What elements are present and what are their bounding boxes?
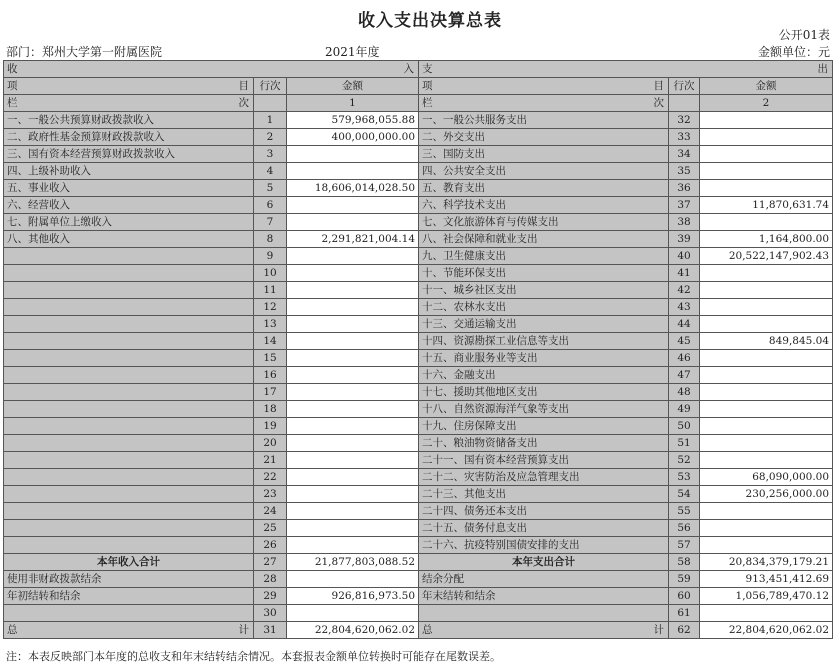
expense-amount	[700, 316, 833, 333]
begin-balance-no: 29	[254, 588, 287, 605]
expense-amount	[700, 435, 833, 452]
table-row	[4, 316, 833, 333]
expense-row-no: 32	[669, 112, 700, 129]
income-amount	[287, 350, 419, 367]
end-balance-no: 60	[669, 588, 700, 605]
expense-item-label: 十八、自然资源海洋气象等支出	[419, 401, 669, 418]
income-amount	[287, 418, 419, 435]
expense-amount	[700, 282, 833, 299]
table-row	[4, 163, 833, 180]
blank-expense-label	[419, 605, 669, 622]
income-item-label	[4, 503, 254, 520]
income-item-label	[4, 537, 254, 554]
income-row-no: 11	[254, 282, 287, 299]
expense-item-label: 二十二、灾害防治及应急管理支出	[419, 469, 669, 486]
expense-row-no: 40	[669, 248, 700, 265]
expense-item-label: 十四、资源勘探工业信息等支出	[419, 333, 669, 350]
expense-amount	[700, 401, 833, 418]
table-row	[4, 214, 833, 231]
income-col-label: 栏 次	[4, 95, 254, 112]
expense-row-no: 53	[669, 469, 700, 486]
income-item-label	[4, 452, 254, 469]
expense-row-no: 55	[669, 503, 700, 520]
table-row	[4, 197, 833, 214]
income-row-no: 20	[254, 435, 287, 452]
expense-amount	[700, 146, 833, 163]
income-amount	[287, 452, 419, 469]
income-row-no: 12	[254, 299, 287, 316]
table-row	[4, 520, 833, 537]
expense-row-no: 35	[669, 163, 700, 180]
nonfiscal-balance-no: 28	[254, 571, 287, 588]
income-row-no: 22	[254, 469, 287, 486]
expense-item-label: 三、国防支出	[419, 146, 669, 163]
table-row	[4, 537, 833, 554]
header-row-section	[4, 61, 833, 78]
table-row	[4, 401, 833, 418]
nonfiscal-balance-amount	[287, 571, 419, 588]
income-item-label	[4, 282, 254, 299]
expense-year-total-amount: 20,834,379,179.21	[700, 554, 833, 571]
expense-col-number: 2	[700, 95, 833, 112]
expense-amount	[700, 452, 833, 469]
income-amount	[287, 384, 419, 401]
table-row	[4, 367, 833, 384]
income-item-label	[4, 520, 254, 537]
income-row-no: 18	[254, 401, 287, 418]
grand-expense-amount: 22,804,620,062.02	[700, 622, 833, 639]
income-row-no: 25	[254, 520, 287, 537]
expense-row-no: 45	[669, 333, 700, 350]
expense-amount	[700, 112, 833, 129]
expense-amount	[700, 367, 833, 384]
income-amount	[287, 401, 419, 418]
distribution-amount: 913,451,412.69	[700, 571, 833, 588]
form-number: 公开01表	[778, 28, 830, 42]
expense-item-label: 一、一般公共服务支出	[419, 112, 669, 129]
expense-item-label: 十九、住房保障支出	[419, 418, 669, 435]
income-rowno-header: 行次	[254, 78, 287, 95]
expense-item-label: 十六、金融支出	[419, 367, 669, 384]
table-row	[4, 248, 833, 265]
balance-row-1	[4, 571, 833, 588]
end-balance-amount: 1,056,789,470.12	[700, 588, 833, 605]
expense-amount	[700, 418, 833, 435]
report-title: 收入支出决算总表	[358, 11, 502, 31]
expense-row-no: 46	[669, 350, 700, 367]
income-item-label: 四、上级补助收入	[4, 163, 254, 180]
income-rowno-blank	[254, 95, 287, 112]
expense-row-no: 36	[669, 180, 700, 197]
table-row	[4, 418, 833, 435]
income-item-label: 七、附属单位上缴收入	[4, 214, 254, 231]
income-row-no: 17	[254, 384, 287, 401]
income-item-label	[4, 248, 254, 265]
expense-item-label: 七、文化旅游体育与传媒支出	[419, 214, 669, 231]
income-amount	[287, 503, 419, 520]
expense-amount	[700, 265, 833, 282]
expense-amount	[700, 537, 833, 554]
blank-income-amount	[287, 605, 419, 622]
expense-amount: 849,845.04	[700, 333, 833, 350]
expense-item-label: 十一、城乡社区支出	[419, 282, 669, 299]
income-year-total-amount: 21,877,803,088.52	[287, 554, 419, 571]
income-amount	[287, 486, 419, 503]
grand-total-row	[4, 622, 833, 639]
income-row-no: 1	[254, 112, 287, 129]
income-item-label	[4, 486, 254, 503]
table-row	[4, 129, 833, 146]
expense-amount	[700, 163, 833, 180]
expense-row-no: 48	[669, 384, 700, 401]
table-row	[4, 350, 833, 367]
table-row	[4, 282, 833, 299]
balance-row-2	[4, 588, 833, 605]
income-item-label	[4, 316, 254, 333]
expense-row-no: 50	[669, 418, 700, 435]
income-item-label	[4, 265, 254, 282]
income-section-header: 收 入	[4, 61, 419, 78]
table-row	[4, 146, 833, 163]
expense-amount	[700, 503, 833, 520]
table-row	[4, 299, 833, 316]
expense-item-label: 六、科学技术支出	[419, 197, 669, 214]
table-row	[4, 231, 833, 248]
table-row	[4, 503, 833, 520]
income-item-label: 三、国有资本经营预算财政拨款收入	[4, 146, 254, 163]
income-item-label: 二、政府性基金预算财政拨款收入	[4, 129, 254, 146]
expense-row-no: 43	[669, 299, 700, 316]
income-item-header: 项 目	[4, 78, 254, 95]
expense-row-no: 34	[669, 146, 700, 163]
income-amount	[287, 435, 419, 452]
expense-row-no: 33	[669, 129, 700, 146]
expense-item-label: 四、公共安全支出	[419, 163, 669, 180]
footnote: 注：本表反映部门本年度的总收支和年末结转结余情况。本套报表金额单位转换时可能存在尾数误差。	[6, 650, 501, 663]
income-row-no: 6	[254, 197, 287, 214]
grand-expense-no: 62	[669, 622, 700, 639]
expense-item-label: 二十、粮油物资储备支出	[419, 435, 669, 452]
income-row-no: 4	[254, 163, 287, 180]
income-col-number: 1	[287, 95, 419, 112]
income-item-label: 五、事业收入	[4, 180, 254, 197]
income-item-label	[4, 401, 254, 418]
income-row-no: 5	[254, 180, 287, 197]
blank-expense-no: 61	[669, 605, 700, 622]
expense-amount	[700, 214, 833, 231]
income-amount	[287, 367, 419, 384]
nonfiscal-balance-label: 使用非财政拨款结余	[4, 571, 254, 588]
table-row	[4, 469, 833, 486]
income-amount	[287, 214, 419, 231]
expense-amount: 1,164,800.00	[700, 231, 833, 248]
expense-item-label: 二十一、国有资本经营预算支出	[419, 452, 669, 469]
income-amount	[287, 520, 419, 537]
expense-item-label: 五、教育支出	[419, 180, 669, 197]
table-row	[4, 180, 833, 197]
expense-row-no: 37	[669, 197, 700, 214]
income-row-no: 3	[254, 146, 287, 163]
income-amount	[287, 469, 419, 486]
income-amount	[287, 333, 419, 350]
expense-item-label: 八、社会保障和就业支出	[419, 231, 669, 248]
grand-expense-label: 总 计	[419, 622, 669, 639]
income-amount: 579,968,055.88	[287, 112, 419, 129]
income-amount	[287, 248, 419, 265]
table-row	[4, 265, 833, 282]
income-row-no: 21	[254, 452, 287, 469]
income-amount: 400,000,000.00	[287, 129, 419, 146]
department-label: 部门：郑州大学第一附属医院	[6, 45, 163, 59]
expense-item-label: 二、外交支出	[419, 129, 669, 146]
income-item-label: 六、经营收入	[4, 197, 254, 214]
expense-row-no: 47	[669, 367, 700, 384]
year-total-row	[4, 554, 833, 571]
expense-amount: 11,870,631.74	[700, 197, 833, 214]
income-row-no: 8	[254, 231, 287, 248]
expense-item-label: 二十三、其他支出	[419, 486, 669, 503]
income-item-label	[4, 299, 254, 316]
expense-item-label: 二十四、债务还本支出	[419, 503, 669, 520]
header-row-columns	[4, 78, 833, 95]
income-row-no: 9	[254, 248, 287, 265]
expense-amount: 68,090,000.00	[700, 469, 833, 486]
expense-item-label: 十五、商业服务业等支出	[419, 350, 669, 367]
expense-row-no: 56	[669, 520, 700, 537]
expense-section-header: 支 出	[419, 61, 833, 78]
income-row-no: 15	[254, 350, 287, 367]
expense-amount	[700, 520, 833, 537]
expense-item-label: 十、节能环保支出	[419, 265, 669, 282]
grand-income-no: 31	[254, 622, 287, 639]
income-row-no: 26	[254, 537, 287, 554]
income-amount	[287, 163, 419, 180]
income-year-total-no: 27	[254, 554, 287, 571]
expense-rowno-blank	[669, 95, 700, 112]
table-row	[4, 112, 833, 129]
blank-income-no: 30	[254, 605, 287, 622]
expense-item-label: 二十六、抗疫特别国债安排的支出	[419, 537, 669, 554]
table-row	[4, 435, 833, 452]
income-item-label	[4, 367, 254, 384]
expense-year-total-no: 58	[669, 554, 700, 571]
expense-row-no: 54	[669, 486, 700, 503]
expense-row-no: 52	[669, 452, 700, 469]
expense-year-total-label: 本年支出合计	[419, 554, 669, 571]
expense-amount	[700, 129, 833, 146]
expense-row-no: 41	[669, 265, 700, 282]
income-item-label	[4, 469, 254, 486]
income-row-no: 10	[254, 265, 287, 282]
table-row	[4, 384, 833, 401]
income-item-label	[4, 333, 254, 350]
income-amount	[287, 316, 419, 333]
expense-row-no: 42	[669, 282, 700, 299]
expense-row-no: 49	[669, 401, 700, 418]
income-item-label	[4, 418, 254, 435]
expense-amount	[700, 384, 833, 401]
blank-expense-amount	[700, 605, 833, 622]
begin-balance-label: 年初结转和结余	[4, 588, 254, 605]
income-row-no: 24	[254, 503, 287, 520]
income-row-no: 13	[254, 316, 287, 333]
income-row-no: 14	[254, 333, 287, 350]
expense-item-label: 二十五、债务付息支出	[419, 520, 669, 537]
expense-item-label: 十三、交通运输支出	[419, 316, 669, 333]
income-item-label: 一、一般公共预算财政拨款收入	[4, 112, 254, 129]
income-amount	[287, 299, 419, 316]
blank-income-label	[4, 605, 254, 622]
amount-unit: 金额单位：元	[757, 45, 830, 59]
income-year-total-label: 本年收入合计	[4, 554, 254, 571]
expense-item-label: 十七、援助其他地区支出	[419, 384, 669, 401]
income-amount	[287, 282, 419, 299]
income-row-no: 2	[254, 129, 287, 146]
income-amount: 18,606,014,028.50	[287, 180, 419, 197]
income-amount	[287, 146, 419, 163]
expense-amount-header: 金额	[700, 78, 833, 95]
income-row-no: 7	[254, 214, 287, 231]
table-row	[4, 486, 833, 503]
expense-col-label: 栏 次	[419, 95, 669, 112]
grand-income-amount: 22,804,620,062.02	[287, 622, 419, 639]
income-item-label: 八、其他收入	[4, 231, 254, 248]
blank-row	[4, 605, 833, 622]
fiscal-year: 2021年度	[325, 45, 380, 59]
income-item-label	[4, 435, 254, 452]
income-item-label	[4, 384, 254, 401]
income-item-label	[4, 350, 254, 367]
income-amount	[287, 537, 419, 554]
expense-item-label: 九、卫生健康支出	[419, 248, 669, 265]
income-amount-header: 金额	[287, 78, 419, 95]
expense-amount: 230,256,000.00	[700, 486, 833, 503]
expense-row-no: 57	[669, 537, 700, 554]
begin-balance-amount: 926,816,973.50	[287, 588, 419, 605]
header-row-colnumbers	[4, 95, 833, 112]
expense-rowno-header: 行次	[669, 78, 700, 95]
expense-row-no: 39	[669, 231, 700, 248]
distribution-label: 结余分配	[419, 571, 669, 588]
expense-amount: 20,522,147,902.43	[700, 248, 833, 265]
expense-amount	[700, 180, 833, 197]
expense-amount	[700, 299, 833, 316]
expense-amount	[700, 350, 833, 367]
table-row	[4, 333, 833, 350]
income-amount	[287, 265, 419, 282]
expense-row-no: 38	[669, 214, 700, 231]
expense-row-no: 44	[669, 316, 700, 333]
expense-item-label: 十二、农林水支出	[419, 299, 669, 316]
end-balance-label: 年末结转和结余	[419, 588, 669, 605]
expense-row-no: 51	[669, 435, 700, 452]
table-row	[4, 452, 833, 469]
income-amount	[287, 197, 419, 214]
grand-income-label: 总 计	[4, 622, 254, 639]
income-row-no: 19	[254, 418, 287, 435]
expense-item-header: 项 目	[419, 78, 669, 95]
income-row-no: 16	[254, 367, 287, 384]
income-expense-table	[3, 60, 833, 639]
income-amount: 2,291,821,004.14	[287, 231, 419, 248]
distribution-no: 59	[669, 571, 700, 588]
income-row-no: 23	[254, 486, 287, 503]
